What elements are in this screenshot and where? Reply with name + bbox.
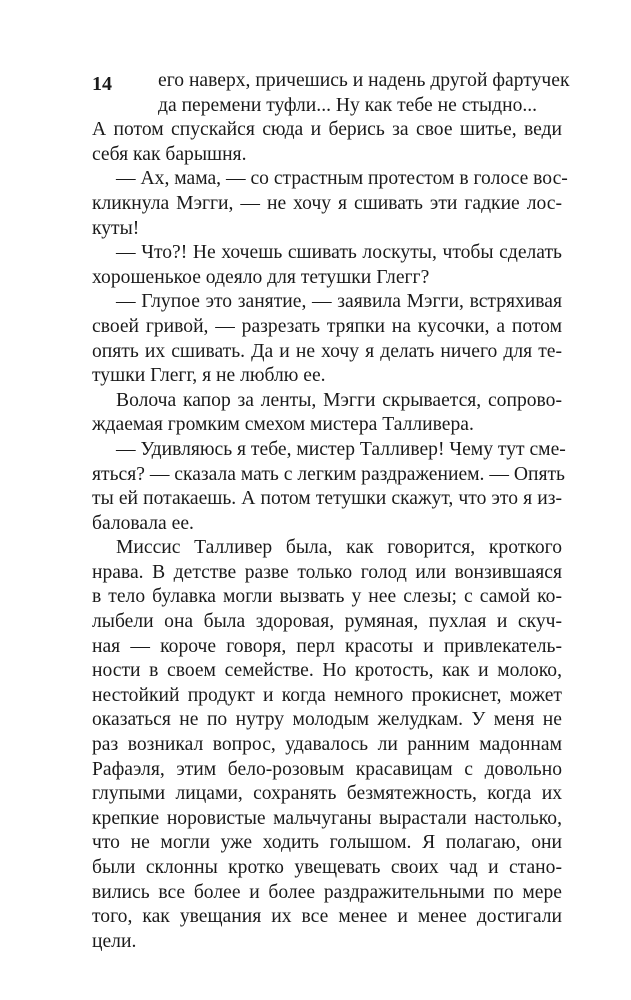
text-line: А потом спускайся сюда и берись за свое шитье, веди bbox=[92, 119, 562, 141]
text-line: его наверх, причешись и надень другой фартучек bbox=[158, 70, 570, 91]
text-line: Миссис Талливер была, как говорится, кроткого bbox=[116, 537, 562, 559]
text-line: своей гривой, — разрезать тряпки на кусочки, а потом bbox=[92, 315, 562, 337]
text-line: — Глупое это занятие, — заявила Мэгги, встряхивая bbox=[116, 291, 562, 313]
text-line: оказаться не по нутру молодым желудкам. У меня не bbox=[92, 709, 562, 731]
text-line: глупыми лицами, сохранять безмятежность, когда их bbox=[92, 783, 562, 805]
text-line: ная — короче говоря, перл красоты и привлекатель- bbox=[92, 635, 562, 657]
text-line: опять их сшивать. Да и не хочу я делать ничего для те- bbox=[92, 340, 562, 362]
body-text bbox=[92, 69, 570, 954]
text-line: лыбели она была здоровая, румяная, пухлая и скуч- bbox=[92, 611, 562, 633]
text-line: тушки Глегг, я не люблю ее. bbox=[92, 365, 326, 387]
text-line: баловала ее. bbox=[92, 512, 194, 534]
text-line: Волоча капор за ленты, Мэгги скрывается, сопрово- bbox=[116, 389, 562, 411]
page-number: 14 bbox=[92, 73, 112, 95]
text-line: вились все более и более раздражительными по мере bbox=[92, 881, 562, 903]
text-line: крепкие норовистые мальчуганы вырастали настолько, bbox=[92, 807, 562, 829]
text-line: раз возникал вопрос, удавалось ли ранним мадоннам bbox=[92, 734, 562, 756]
text-line: кликнула Мэгги, — не хочу я сшивать эти гадкие лос- bbox=[92, 192, 562, 214]
text-line: ждаемая громким смехом мистера Талливера. bbox=[92, 414, 474, 436]
text-line: того, как увещания их все менее и менее достигали bbox=[92, 906, 562, 928]
text-line: ности в своем семействе. Но кротость, как и молоко, bbox=[92, 660, 562, 682]
text-line: цели. bbox=[92, 930, 137, 952]
text-line: себя как барышня. bbox=[92, 143, 247, 165]
text-line: Рафаэля, этим бело-розовым красавицам с довольно bbox=[92, 758, 562, 780]
text-line: в тело булавка могли вызвать у нее слезы; с самой ко- bbox=[92, 586, 562, 608]
text-line: яться? — сказала мать с легким раздражением. — Опять bbox=[92, 463, 565, 485]
text-line: что не могли уже ходить голышом. Я полагаю, они bbox=[92, 832, 562, 854]
text-line: хорошенькое одеяло для тетушки Глегг? bbox=[92, 266, 430, 288]
text-line: — Удивляюсь я тебе, мистер Талливер! Чему тут сме- bbox=[116, 438, 566, 460]
text-line: — Ах, мама, — со страстным протестом в голосе вос- bbox=[116, 168, 568, 190]
text-line: куты! bbox=[92, 217, 140, 239]
text-line: — Что?! Не хочешь сшивать лоскуты, чтобы сделать bbox=[116, 242, 562, 264]
text-line: ты ей потакаешь. А потом тетушки скажут, что это я из- bbox=[92, 488, 562, 510]
text-line: нрава. В детстве разве только голод или вонзившаяся bbox=[92, 561, 562, 583]
text-line: да перемени туфли... Ну как тебе не стыдно... bbox=[158, 94, 538, 116]
text-line: были склонны кротко увещевать своих чад и стано- bbox=[92, 857, 562, 878]
text-line: нестойкий продукт и когда немного прокиснет, может bbox=[92, 684, 562, 706]
